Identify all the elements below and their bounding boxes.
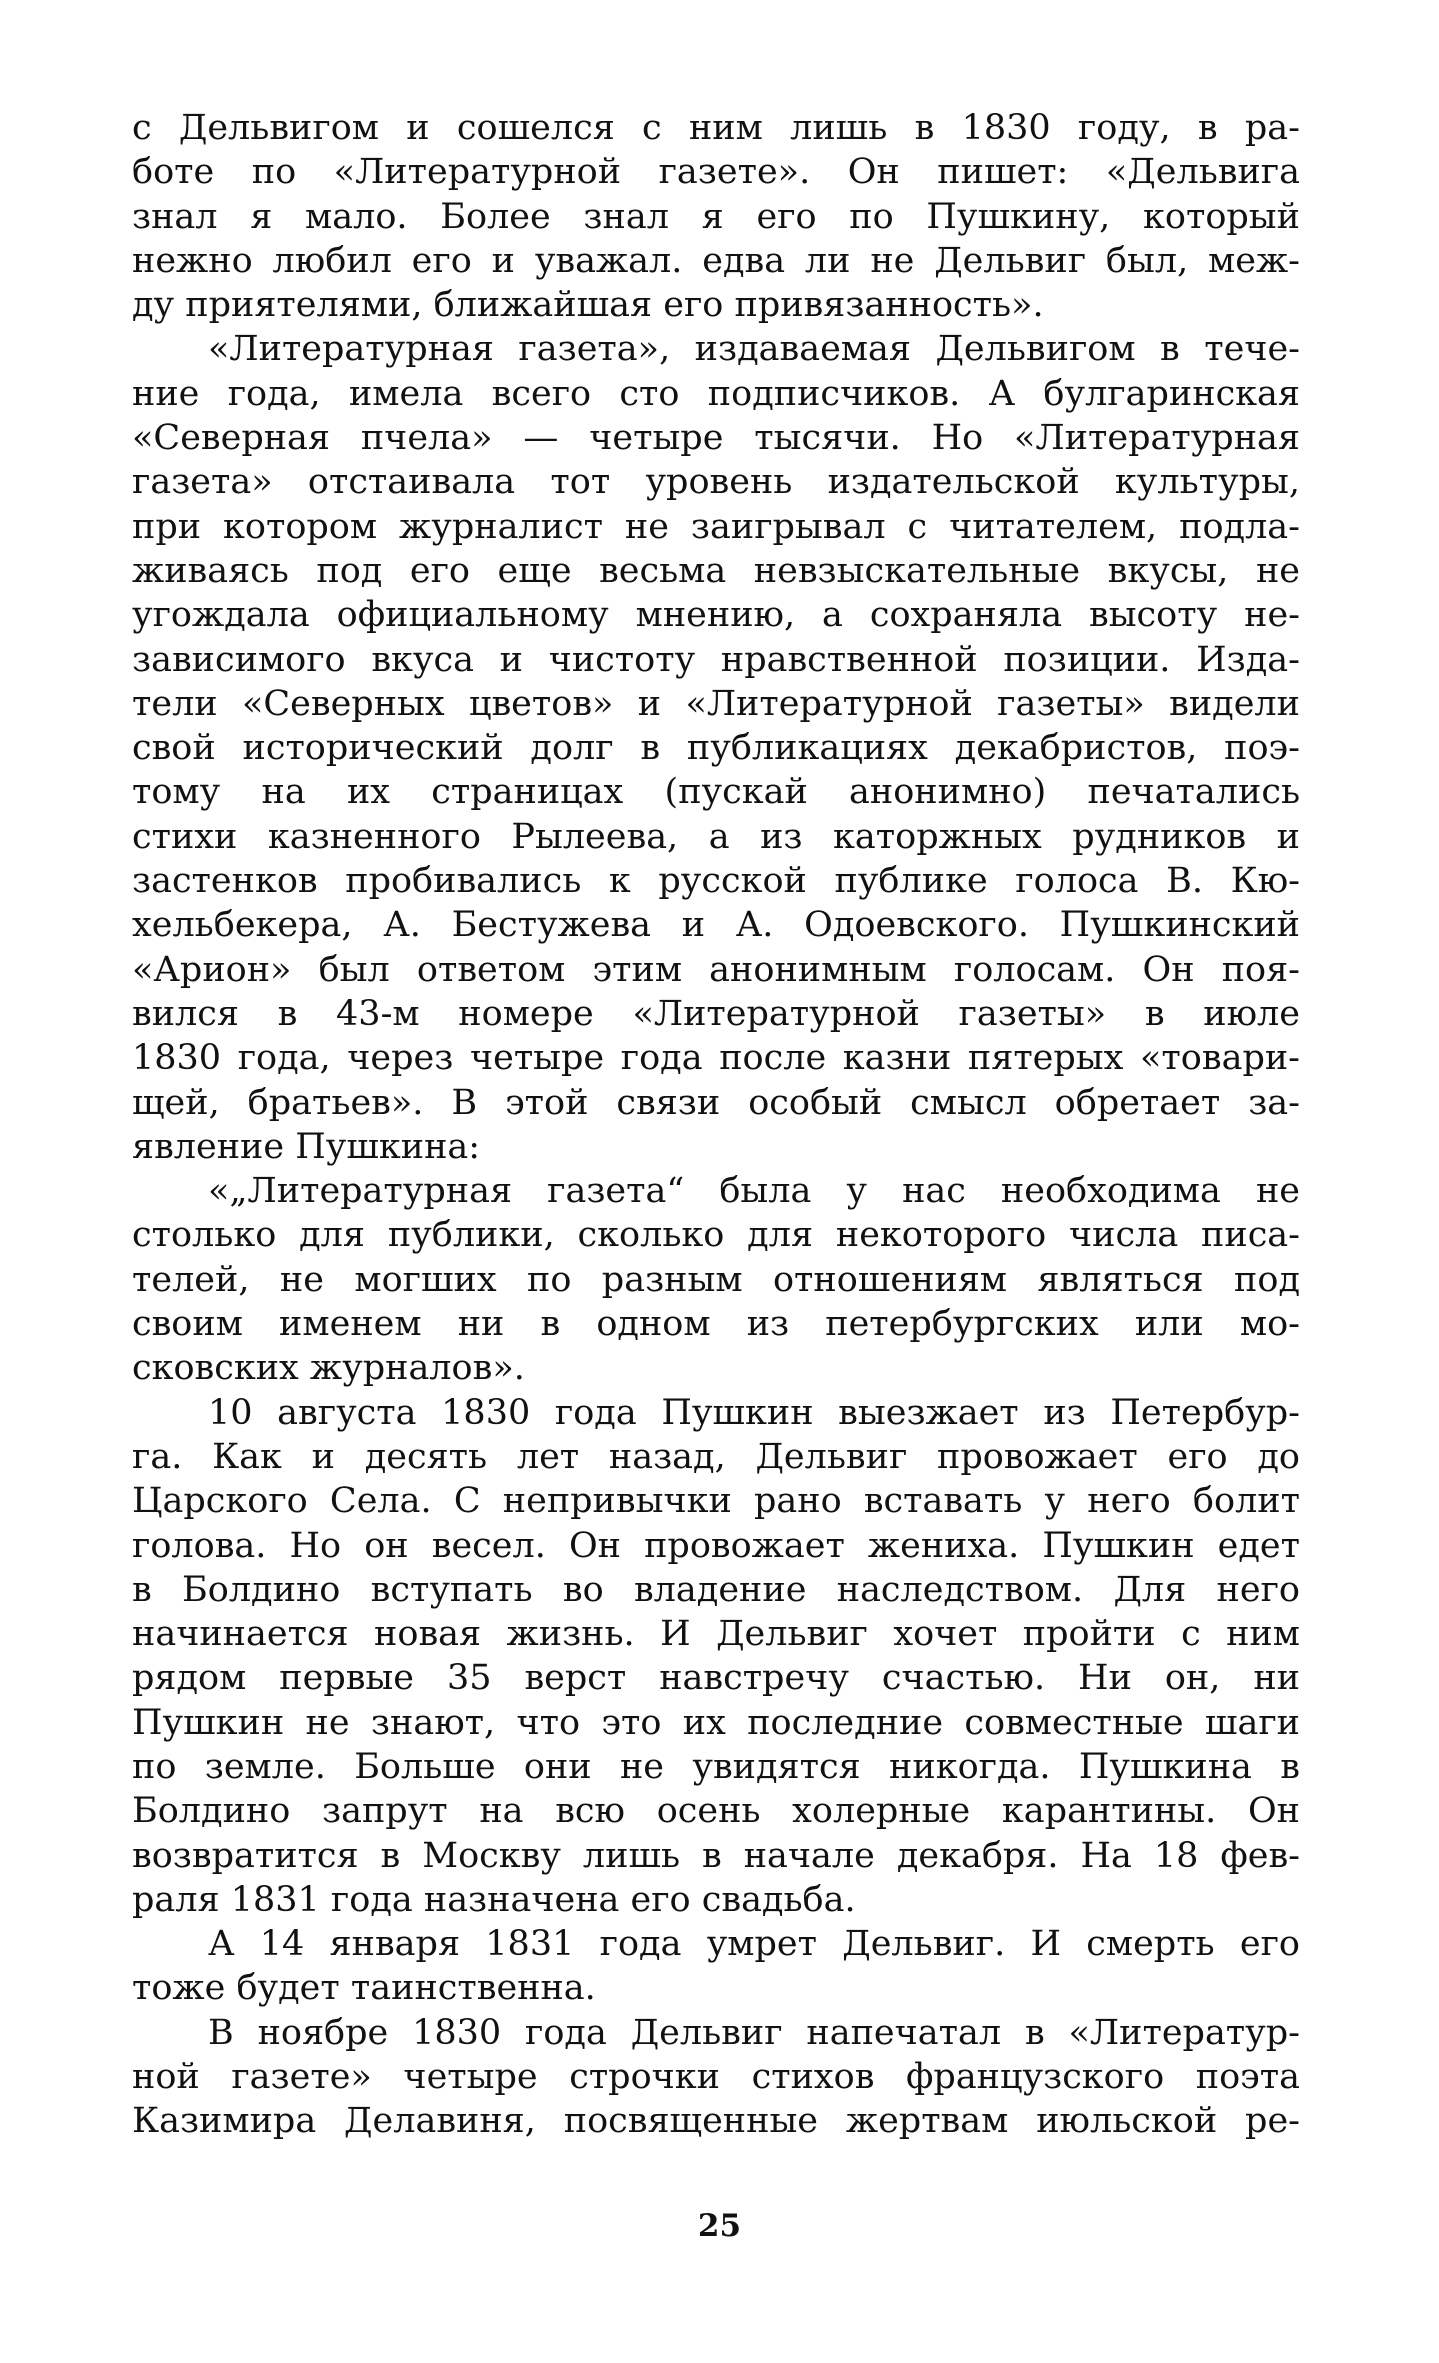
text-line: В ноябре 1830 года Дельвиг напечатал в «Литератур- (208, 2012, 1300, 2053)
text-line: «Северная пчела» — четыре тысячи. Но «Литературная (132, 418, 1300, 459)
text-line: боте по «Литературной газете». Он пишет: «Дельвига (132, 152, 1300, 193)
text-line: возвратится в Москву лишь в начале декабря. На 18 фев- (132, 1835, 1300, 1876)
text-line: живаясь под его еще весьма невзыскательные вкусы, не (132, 550, 1300, 591)
text-line: при котором журналист не заигрывал с читателем, подла- (132, 506, 1300, 547)
page-body (132, 106, 1300, 2144)
text-line: щей, братьев». В этой связи особый смысл обретает за- (132, 1082, 1300, 1123)
paragraph (132, 2011, 1300, 2144)
text-line: 1830 года, через четыре года после казни пятерых «товари- (132, 1038, 1300, 1079)
text-line: рядом первые 35 верст навстречу счастью. Ни он, ни (132, 1658, 1300, 1699)
text-line: ду приятелями, ближайшая его привязанность». (132, 285, 1044, 326)
text-line: Царского Села. С непривычки рано вставать у него болит (132, 1481, 1300, 1522)
text-line: по земле. Больше они не увидятся никогда. Пушкина в (132, 1746, 1300, 1787)
text-line: свой исторический долг в публикациях декабристов, поэ- (132, 728, 1300, 769)
text-line: 10 августа 1830 года Пушкин выезжает из Петербур- (208, 1392, 1300, 1433)
paragraph (132, 327, 1300, 1169)
text-line: га. Как и десять лет назад, Дельвиг провожает его до (132, 1436, 1300, 1477)
text-line: раля 1831 года назначена его свадьба. (132, 1879, 856, 1920)
text-line: вился в 43-м номере «Литературной газеты» в июле (132, 993, 1300, 1034)
text-line: стихи казненного Рылеева, а из каторжных рудников и (132, 816, 1300, 857)
text-line: «„Литературная газета“ была у нас необходима не (208, 1171, 1300, 1212)
text-line: «Литературная газета», издаваемая Дельвигом в тече- (208, 329, 1300, 370)
text-line: явление Пушкина: (132, 1126, 481, 1167)
text-line: с Дельвигом и сошелся с ним лишь в 1830 году, в ра- (132, 108, 1300, 148)
text-line: знал я мало. Более знал я его по Пушкину, который (132, 196, 1300, 237)
text-line: телей, не могших по разным отношениям являться под (132, 1259, 1300, 1300)
text-line: угождала официальному мнению, а сохраняла высоту не- (132, 595, 1300, 636)
text-line: Казимира Делавиня, посвященные жертвам июльской ре- (132, 2101, 1300, 2142)
text-line: ной газете» четыре строчки стихов французского поэта (132, 2057, 1300, 2098)
text-line: А 14 января 1831 года умрет Дельвиг. И смерть его (208, 1924, 1300, 1965)
text-line: Пушкин не знают, что это их последние совместные шаги (132, 1702, 1300, 1743)
text-line: «Арион» был ответом этим анонимным голосам. Он поя- (132, 949, 1300, 990)
text-line: начинается новая жизнь. И Дельвиг хочет пройти с ним (132, 1614, 1300, 1655)
text-line: тоже будет таинственна. (132, 1968, 596, 2009)
text-line: тому на их страницах (пускай анонимно) печатались (132, 772, 1300, 813)
text-line: голова. Но он весел. Он провожает жениха. Пушкин едет (132, 1525, 1300, 1566)
paragraph (132, 1169, 1300, 1390)
text-line: сковских журналов». (132, 1348, 525, 1389)
page-number: 25 (697, 2208, 742, 2244)
text-line: зависимого вкуса и чистоту нравственной позиции. Изда- (132, 639, 1300, 680)
text-line: ние года, имела всего сто подписчиков. А булгаринская (132, 373, 1300, 414)
text-line: столько для публики, сколько для некоторого числа писа- (132, 1215, 1300, 1256)
text-line: застенков пробивались к русской публике голоса В. Кю- (132, 861, 1300, 902)
text-line: газета» отстаивала тот уровень издательской культуры, (132, 462, 1300, 503)
text-line: Болдино запрут на всю осень холерные карантины. Он (132, 1791, 1300, 1832)
text-line: тели «Северных цветов» и «Литературной газеты» видели (132, 683, 1300, 724)
text-line: своим именем ни в одном из петербургских или мо- (132, 1304, 1300, 1345)
paragraph (132, 106, 1300, 327)
text-line: в Болдино вступать во владение наследством. Для него (132, 1569, 1300, 1610)
paragraph (132, 1922, 1300, 2011)
paragraph (132, 1391, 1300, 1923)
text-line: нежно любил его и уважал. едва ли не Дельвиг был, меж- (132, 240, 1300, 281)
text-line: хельбекера, А. Бестужева и А. Одоевского. Пушкинский (132, 905, 1300, 946)
